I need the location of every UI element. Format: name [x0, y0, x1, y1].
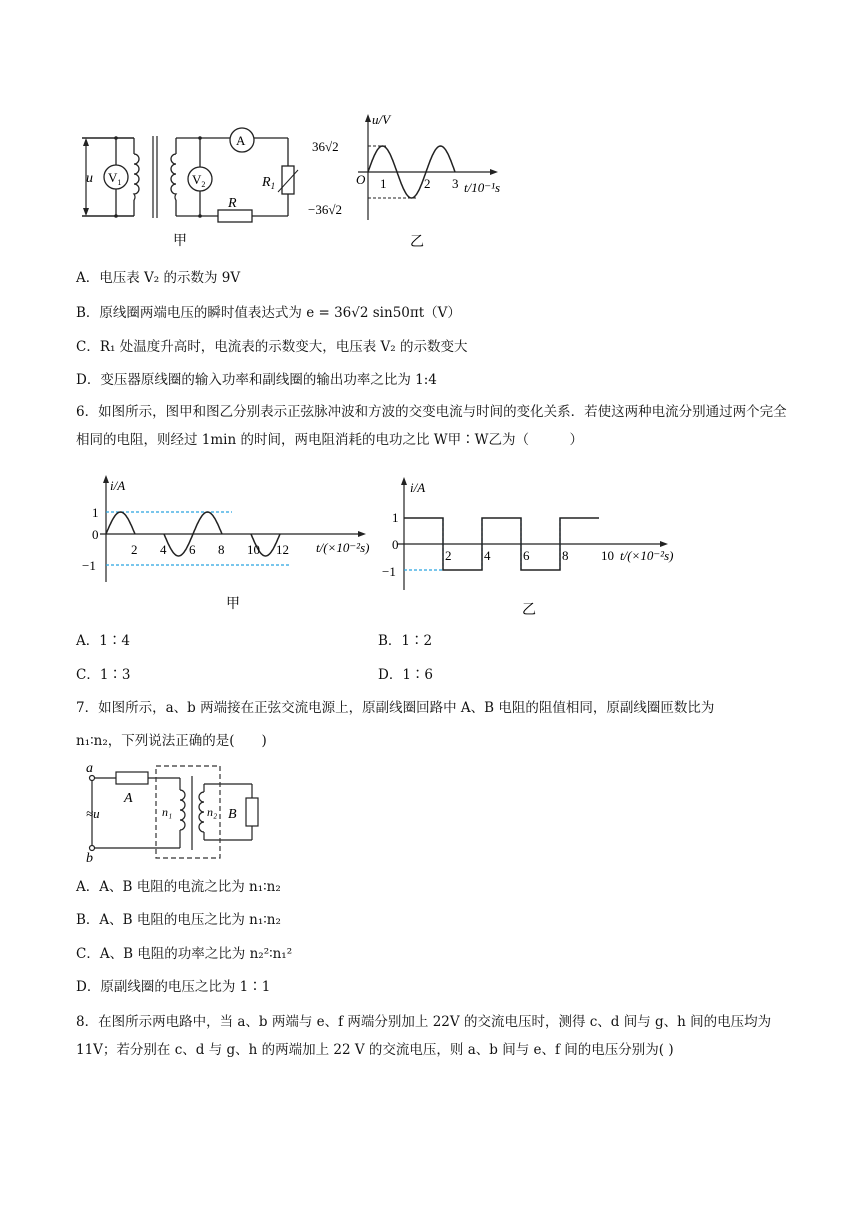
- resistor-a: [116, 772, 148, 784]
- q7-option-d: D．原副线圈的电压之比为 1∶1: [76, 979, 271, 995]
- q6-option-c: C．1∶3: [76, 667, 131, 683]
- x-tick-4: 4: [160, 542, 167, 557]
- secondary-coil: [199, 792, 204, 832]
- label-u: u: [86, 171, 93, 186]
- caption-jia: 甲: [226, 597, 240, 612]
- origin-label: O: [356, 172, 366, 187]
- x-tick-6: 6: [523, 548, 530, 563]
- x-tick-2: 2: [131, 542, 138, 557]
- q7-circuit-figure: [80, 760, 280, 864]
- x-tick-3: 3: [452, 176, 459, 191]
- q6-option-b: B．1∶2: [378, 633, 433, 649]
- resistor-r: [218, 210, 252, 222]
- q6-option-d: D．1∶6: [378, 667, 434, 683]
- x-tick-4: 4: [484, 548, 491, 563]
- q7-option-b: B．A、B 电阻的电压之比为 n₁∶n₂: [76, 912, 281, 928]
- label-a: A: [124, 791, 133, 806]
- q5-circuit-figure: [72, 118, 312, 248]
- x-tick-1: 1: [380, 176, 387, 191]
- x-tick-2: 2: [424, 176, 431, 191]
- primary-coil: [180, 790, 185, 830]
- axis-label-u: u/V: [372, 112, 391, 127]
- axis-label-t: t/(×10⁻²s): [316, 540, 370, 555]
- x-tick-10: 10: [601, 548, 614, 563]
- tick-y-pos: 1: [92, 505, 99, 520]
- secondary-coil: [171, 154, 176, 200]
- pulse-1: [106, 512, 135, 534]
- label-n1: n₁: [162, 805, 173, 819]
- q6-option-a: A．1∶4: [76, 633, 130, 649]
- label-r: R: [228, 196, 237, 211]
- q7-stem-line1: 7．如图所示，a、b 两端接在正弦交流电源上，原副线圈回路中 A、B 电阻的阻值相同，原副线圈匝数比为: [76, 700, 715, 716]
- source-u: ≈u: [86, 806, 100, 821]
- q8-stem: 8．在图所示两电路中，当 a、b 两端与 e、f 两端分别加上 22V 的交流电压时，测得 c、d 间与 g、h 间的电压均为 11V；若分别在 c、d 与 g、h 的两端加上 22 V 的交流电压，则 a、b 间与 e、f 间的电压分别为( ): [76, 1014, 772, 1058]
- label-n2: n₂: [207, 805, 218, 819]
- axis-label-t: t/10⁻¹s: [464, 180, 501, 195]
- q6-fig-jia: [80, 472, 380, 620]
- q7-option-a: A．A、B 电阻的电流之比为 n₁∶n₂: [76, 879, 281, 895]
- thermistor-r1: [282, 166, 294, 194]
- caption-yi: 乙: [522, 603, 536, 618]
- caption-jia: 甲: [173, 234, 187, 248]
- label-r1: $R_1$: [262, 175, 276, 191]
- q7-option-c: C．A、B 电阻的功率之比为 n₂²∶n₁²: [76, 946, 293, 962]
- axis-label-i: i/A: [110, 478, 126, 493]
- q5-option-d: D．变压器原线圈的输入功率和副线圈的输出功率之比为 1:4: [76, 372, 437, 388]
- terminal-a: a: [86, 761, 93, 776]
- x-tick-6: 6: [189, 542, 196, 557]
- q5-option-c: C．R₁ 处温度升高时，电流表的示数变大，电压表 V₂ 的示数变大: [76, 339, 468, 355]
- pulse-3: [193, 512, 222, 534]
- q6-stem: 6．如图所示，图甲和图乙分别表示正弦脉冲波和方波的交变电流与时间的变化关系．若使这两种电流分别通过两个完全相同的电阻，则经过 1min 的时间，两电阻消耗的电功之比 W甲∶W乙为（ ）: [76, 404, 787, 448]
- x-tick-2: 2: [445, 548, 452, 563]
- x-tick-12: 12: [276, 542, 289, 557]
- resistor-b: [246, 798, 258, 826]
- axis-label-t: t/(×10⁻²s): [620, 548, 674, 563]
- caption-yi: 乙: [410, 235, 424, 250]
- tick-y-neg: −1: [82, 558, 96, 573]
- label-b: B: [228, 807, 237, 822]
- q5-option-b: B．原线圈两端电压的瞬时值表达式为 e = 36√2 sin50πt（V）: [76, 305, 461, 321]
- tick-y-neg: −1: [382, 564, 396, 579]
- tick-y-pos: 1: [392, 510, 399, 525]
- label-ammeter: A: [236, 133, 246, 148]
- q5-ut-graph: [306, 110, 522, 250]
- q6-fig-yi: [372, 474, 692, 620]
- axis-label-i: i/A: [410, 480, 426, 495]
- q5-option-a: A．电压表 V₂ 的示数为 9V: [76, 270, 241, 286]
- x-tick-8: 8: [562, 548, 569, 563]
- tick-ymin: −36√2: [308, 202, 342, 217]
- tick-y-zero: 0: [392, 537, 399, 552]
- tick-ymax: 36√2: [312, 139, 339, 154]
- terminal-b: b: [86, 851, 93, 864]
- x-tick-10: 10: [247, 542, 260, 557]
- label-v2: $V_2$: [192, 172, 206, 189]
- tick-y-zero: 0: [92, 527, 99, 542]
- primary-coil: [134, 154, 139, 200]
- x-tick-8: 8: [218, 542, 225, 557]
- q7-stem-line2: n₁∶n₂，下列说法正确的是( ): [76, 733, 267, 749]
- label-v1: $V_1$: [108, 170, 122, 187]
